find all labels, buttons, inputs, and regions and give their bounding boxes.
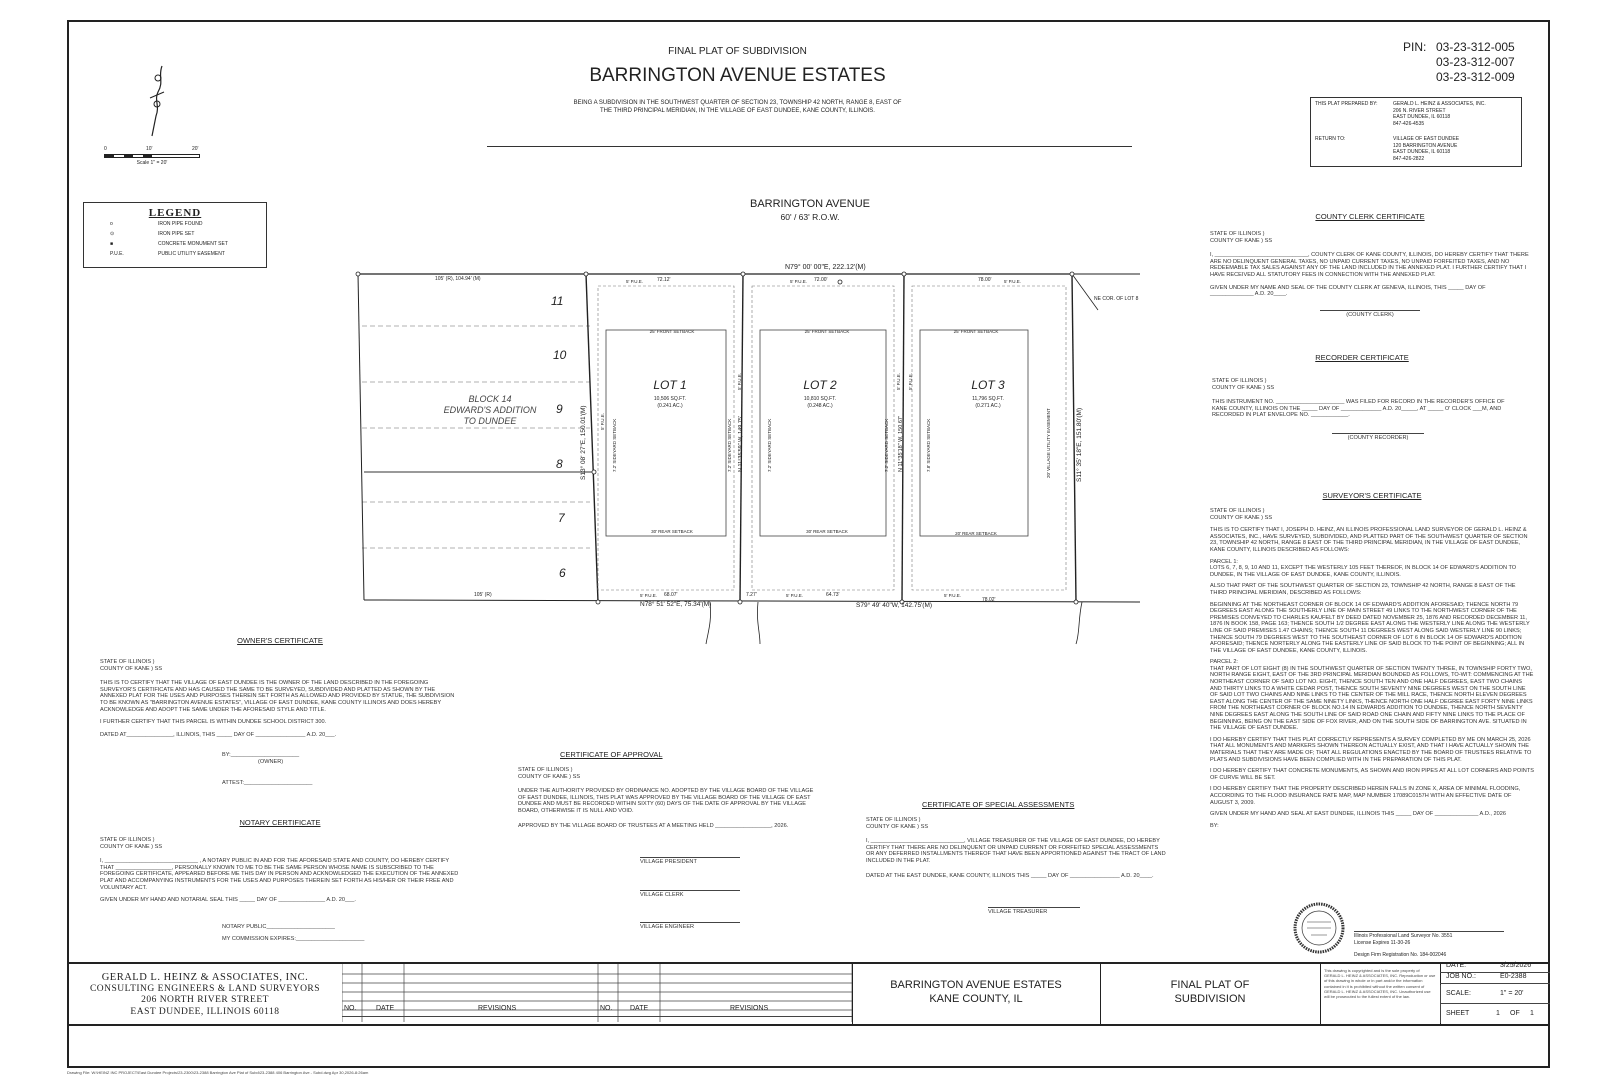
- lot2-side-bearing: N 11°35'18" W, 150.67': [898, 416, 904, 472]
- legend-item: P.U.E. PUBLIC UTILITY EASEMENT: [110, 251, 225, 257]
- surveyor-title: SURVEYOR'S CERTIFICATE: [1322, 491, 1422, 500]
- plat-title: BARRINGTON AVENUE ESTATES: [589, 65, 886, 86]
- block-label: BLOCK 14 EDWARD'S ADDITION TO DUNDEE: [443, 394, 537, 426]
- south-line: [364, 600, 1140, 602]
- sheet-info: DATE: 3/25/2026 JOB NO.: E0-2388 SCALE: 1" = 20' SHEET 1 OF 1: [1440, 962, 1550, 1024]
- surveyor-seal-icon: [1293, 902, 1345, 954]
- revisions-grid: [342, 964, 854, 1022]
- legend-item: ⊙ IRON PIPE SET: [110, 231, 195, 237]
- lot1-side-bearing: N 11°35'59" W, 149.75': [738, 416, 744, 472]
- east-bearing: S11° 35' 18"E, 151.80'(M): [1076, 407, 1083, 482]
- scale-bar: 0 10' 20' Scale 1" = 20': [104, 146, 199, 166]
- pin-label: PIN:: [1403, 40, 1427, 54]
- county-clerk-certificate: COUNTY CLERK CERTIFICATE STATE OF ILLINOIS ) COUNTY OF KANE ) SS I, ______________________________, COUNTY CLERK OF KANE COUNTY, ILLINOIS, DO HEREBY CERTIFY THAT THERE ARE NO DELINQUENT GENERAL TAXES, NO UNPAID CURRENT TAXES, NO UNPAID FORFEITED TAXES, AND NO REDEEMABLE TAX SALES AGAINST ANY OF THE LAND INCLUDED IN THE ANNEXED PLAT. I FURTHER CERTIFY THAT I HAVE RECEIVED ALL STATUTORY FEES IN CONNECTION WITH THE ANNEXED PLAT. GIVEN UNDER MY NAME AND SEAL OF THE COUNTY CLERK AT GENEVA, ILLINOIS, THIS _____ DAY OF ______________ A.D. 20____. (COUNTY CLERK): [1210, 212, 1529, 318]
- recorder-certificate: RECORDER CERTIFICATE STATE OF ILLINOIS ) COUNTY OF KANE ) SS THIS INSTRUMENT NO. ______________________ WAS FILED FOR RECORD IN THE RECORDER'S OFFICE OF KANE COUNTY, ILLINOIS ON THE _____ DAY OF _____________ A.D. 20_____, AT _____ O' CLOCK ___M, AND RECORDED IN PLAT ENVELOPE NO. ____________. (COUNTY RECORDER): [1212, 353, 1512, 442]
- plat-description: BEING A SUBDIVISION IN THE SOUTHWEST QUARTER OF SECTION 23, TOWNSHIP 42 NORTH, RANGE 8, EAST OF THE THIRD PRINCIPAL MERIDIAN, IN THE VILLAGE OF EAST DUNDEE, KANE COUNTY, ILLINOIS.: [573, 100, 902, 114]
- county-clerk-title: COUNTY CLERK CERTIFICATE: [1315, 212, 1425, 221]
- block-lot-6: 6: [559, 566, 566, 580]
- plat-drawing: [340, 260, 1150, 650]
- west-bearing: S13° 08' 27"E, 150.01'(M): [580, 405, 587, 480]
- legend: [83, 202, 267, 268]
- north-arrow-icon: [140, 62, 180, 140]
- legend-item: o IRON PIPE FOUND: [110, 221, 203, 227]
- top-left-dim: 105' (R), 104.94' (M): [435, 276, 481, 282]
- approval-title: CERTIFICATE OF APPROVAL: [560, 750, 663, 759]
- lot-3-top: 78.00': [978, 277, 992, 283]
- owners-title: OWNER'S CERTIFICATE: [237, 636, 323, 645]
- approval-certificate: CERTIFICATE OF APPROVAL STATE OF ILLINOIS ) COUNTY OF KANE ) SS UNDER THE AUTHORITY PROVIDED BY ORDINANCE NO. ADOPTED BY THE VILLAGE BOARD OF THE VILLAGE OF EAST DUNDEE, ILLINOIS, THIS PLAT WAS APPROVED BY THE VILLAGE BOARD OF THE VILLAGE OF EAST DUNDEE AND MUST BE RECORDED WITHIN SIXTY (60) DAYS OF THE DATE OF APPROVAL BY THE VILLAGE BOARD, OTHERWISE IT IS NULL AND VOID. APPROVED BY THE VILLAGE BOARD OF TRUSTEES AT A MEETING HELD __________________, 2026. VILLAGE PRESIDENT VILLAGE CLERK VILLAGE ENGINEER: [518, 750, 818, 931]
- firm-block: GERALD L. HEINZ & ASSOCIATES, INC. CONSULTING ENGINEERS & LAND SURVEYORS 206 NORTH RIVER STREET EAST DUNDEE, ILLINOIS 60118: [89, 972, 321, 1017]
- bottom-left-dim: 105' (R): [474, 592, 492, 598]
- block-lot-7: 7: [558, 511, 565, 525]
- notary-certificate: NOTARY CERTIFICATE STATE OF ILLINOIS ) COUNTY OF KANE ) SS I, ______________________________ , A NOTARY PUBLIC IN AND FOR THE AFORESAID STATE AND COUNTY, DO HEREBY CERTIFY THAT __________________, PERSONALLY KNOWN TO ME TO BE THE SAME PERSON WHOSE NAME IS SUBSCRIBED TO THE FOREGOING CERTIFICATE, APPEARED BEFORE ME THIS DAY IN PERSON AND ACKNOWLEDGED THE EXECUTION OF THE ANNEXED PLAT AND ACCOMPANYING INSTRUMENTS FOR THE USES AND PURPOSES THEREIN SET FORTH AS HIS/HER OR THEIR FREE AND VOLUNTARY ACT. GIVEN UNDER MY HAND AND NOTARIAL SEAL THIS _____ DAY OF _______________ A.D. 20___. NOTARY PUBLIC______________________ MY COMMISSION EXPIRES:______________________: [100, 818, 459, 943]
- prepared-by-box: THIS PLAT PREPARED BY: GERALD L. HEINZ & ASSOCIATES, INC. 206 N. RIVER STREET EAST DUNDEE, IL 60118 847-426-4535 RETURN TO: VILLAGE OF EAST DUNDEE 120 BARRINGTON AVENUE EAST DUNDEE, IL 60118 847-426-2822: [1310, 97, 1522, 167]
- legend-title: LEGEND: [148, 207, 202, 219]
- block-lot-8: 8: [556, 457, 563, 471]
- lot-2: LOT 2 10,810 SQ.FT. (0.248 AC.): [803, 378, 837, 409]
- design-firm-registration: Design Firm Registration No. 184-002046: [1354, 952, 1447, 958]
- owners-certificate: OWNER'S CERTIFICATE STATE OF ILLINOIS ) COUNTY OF KANE ) SS THIS IS TO CERTIFY THAT THE VILLAGE OF EAST DUNDEE IS THE OWNER OF THE LAND DESCRIBED IN THE FOREGOING SURVEYOR'S CERTIFICATE AND HAS CAUSED THE SAME TO BE SURVEYED, SUBDIVIDED AND PLATTED AS SHOWN BY THE ANNEXED PLAT FOR THE USES AND PURPOSES THEREIN SET FORTH AS ALLOWED AND PROVIDED BY STATUE, THE SUBDIVISION TO BE KNOWN AS "BARRINGTON AVENUE ESTATES", VILLAGE OF EAST DUNDEE, KANE COUNTY ILLINOIS AND DOES HEREBY ACKNOWLEDGE AND ADOPT THE SAME UNDER THE AFORESAID STYLE AND TITLE. I FURTHER CERTIFY THAT THIS PARCEL IS WITHIN DUNDEE SCHOOL DISTRICT 300. DATED AT_______________, ILLINOIS, THIS _____ DAY OF ________________ A.D. 20___. BY:______________________ (OWNER) ATTEST:______________________: [100, 636, 460, 786]
- lot-1: LOT 1 10,506 SQ.FT. (0.241 AC.): [653, 378, 687, 409]
- lot-1-top: 72.12': [657, 277, 671, 283]
- lot-3-bottom: 78.02': [982, 597, 996, 603]
- bottom-bearing-2: S79° 49' 40"W, 142.75'(M): [856, 602, 933, 609]
- street-name: BARRINGTON AVENUE: [749, 198, 870, 210]
- street-row: 60' / 63' R.O.W.: [780, 212, 840, 222]
- legend-item: ■ CONCRETE MONUMENT SET: [110, 241, 228, 247]
- plat-subtitle: FINAL PLAT OF SUBDIVISION: [668, 46, 807, 57]
- recorder-title: RECORDER CERTIFICATE: [1315, 353, 1409, 362]
- assessments-title: CERTIFICATE OF SPECIAL ASSESSMENTS: [922, 800, 1075, 809]
- copyright-notice: This drawing is copyrighted and is the sole property of GERALD L. HEINZ & ASSOCIATES, INC. Reproduction or use of this drawing in whole or in part and/or the information contained in it is prohibited without the written consent of GERALD L. HEINZ & ASSOCIATES, INC. Unauthorized use will be prosecuted to the fullest extent of the law.: [1324, 968, 1436, 1000]
- block-lot-11: 11: [551, 294, 564, 308]
- lot-2-top: 72.00': [814, 277, 828, 283]
- sheet-title: FINAL PLAT OF SUBDIVISION: [1170, 979, 1250, 1005]
- assessments-certificate: CERTIFICATE OF SPECIAL ASSESSMENTS STATE OF ILLINOIS ) COUNTY OF KANE ) SS I, ______________________________, VILLAGE TREASURER OF THE VILLAGE OF EAST DUNDEE, DO HEREBY CERTIFY THAT THERE ARE NO DELINQUENT OR UNPAID CURRENT OR FORFEITED SPECIAL ASSESSMENTS OR ANY DEFERRED INSTALLMENTS THEREOF THAT HAVE BEEN APPORTIONED AGAINST THE TRACT OF LAND INCLUDED IN THE PLAT. DATED AT THE EAST DUNDEE, KANE COUNTY, ILLINOIS THIS _____ DAY OF ________________ A.D. 20____. VILLAGE TREASURER: [866, 800, 1166, 916]
- ne-corner-label: NE COR. OF LOT 8: [1094, 296, 1139, 302]
- header-rule: [487, 146, 1132, 147]
- project-name: BARRINGTON AVENUE ESTATES KANE COUNTY, IL: [890, 979, 1062, 1005]
- bottom-bearing-1: N78° 51' 52"E, 75.34'(M): [640, 601, 712, 608]
- bottom-gap: 7.27': [746, 592, 757, 598]
- surveyor-certificate: SURVEYOR'S CERTIFICATE STATE OF ILLINOIS ) COUNTY OF KANE ) SS THIS IS TO CERTIFY THAT I, JOSEPH D. HEINZ, AN ILLINOIS PROFESSIONAL LAND SURVEYOR OF GERALD L. HEINZ & ASSOCIATES, INC., HAVE SURVEYED, SUBDIVIDED, AND PLATTED PART OF THE SOUTHWEST QUARTER OF SECTION 23, TOWNSHIP 42 NORTH, RANGE 8 EAST OF THE THIRD PRINCIPAL MERIDIAN, IN THE VILLAGE OF EAST DUNDEE, KANE COUNTY, ILLINOIS DESCRIBED AS FOLLOWS: PARCEL 1: LOTS 6, 7, 8, 9, 10 AND 11, EXCEPT THE WESTERLY 105 FEET THEREOF, IN BLOCK 14 OF EDWARD'S ADDITION TO DUNDEE, IN THE VILLAGE OF EAST DUNDEE, KANE COUNTY, ILLINOIS. ALSO THAT PART OF THE SOUTHWEST QUARTER OF SECTION 23, TOWNSHIP 42 NORTH, RANGE 8 EAST OF THE THIRD PRINCIPAL MERIDIAN, DESCRIBED AS FOLLOWS: BEGINNING AT THE NORTHEAST CORNER OF BLOCK 14 OF EDWARD'S ADDITION AFORESAID; THENCE NORTH 79 DEGREES EAST ALONG THE SOUTHERLY LINE OF MAIN STREET 49 LINKS TO THE NORTHWEST CORNER OF THE PREMISES CONVEYED TO CHARLES KAUFELT BY DEED DATED NOVEMBER 25, 1876 AND RECORDED DECEMBER 11, 1876 IN BOOK 158, PAGE 163; THENCE SOUTH 1/2 DEGREE EAST ALONG THE WESTERLY LINE ALONG THE WESTERLY LINE OF SAID PREMISES 1.47 CHAINS; THENCE SOUTH 11 DEGREES WEST ALONG SAID WESTERLY LINE 90 LINKS; THENCE SOUTH 79 DEGREES WEST TO THE SOUTHEAST CORNER OF LOT 6 IN BLOCK 14 OF EDWARD'S ADDITION AFORESAID; THENCE NORTERLY ALONG THE EASTERLY LINE OF SAID BLOCK TO THE POINT OF BEGINNING; ALL IN THE VILLAGE OF EAST DUNDEE, KANE COUNTY, ILLINOIS. PARCEL 2: THAT PART OF LOT EIGHT (8) IN THE SOUTHWEST QUARTER OF SECTION TWENTY THREE, IN TOWNSHIP FORTY TWO, NORTH RANGE EIGHT, EAST OF THE 3RD PRINCIPAL MERIDIAN BOUNDED AS FOLLOWS, TO-WIT: COMMENCING AT THE NORTHEAST CORNER OF SAID LOT NO. EIGHT, THENCE SOUTH TEN AND ONE HALF DEGREES, EAST TWO CHAINS AND THIRTY LINKS TO A WHITE CEDAR POST, THENCE SOUTH SEVENTY NINE DEGREES WEST ON THE SOUTH LINE OF SAID LOT TWO CHAINS AND NINE LINKS TO THE CENTER OF THE MILL RACE, THENCE NORTH ELEVEN DEGREES EAST ALONG THE CENTER OF THE SAME NINETY LINKS, THENCE NORTH ONE HALF DEGREE EAST FORTY NINE LINKS FROM THE NORTHEAST CORNER OF BLOCK NO.14 IN EDWARDS ADDITION TO DUNDEE, THENCE NORTH SEVENTY NINE DEGREES EAST ALONG THE SOUTH LINE OF SAID ROAD ONE CHAIN AND FIFTY NINE LINKS TO THE PLACE OF BEGINNING, BEING ON THE EAST SIDE OF FOX RIVER, AND ON THE SOUTH SIDE OF BARRINGTON AVE. SITUATED IN THE VILLAGE OF EAST DUNDEE. I DO HEREBY CERTIFY THAT THIS PLAT CORRECTLY REPRESENTS A SURVEY COMPLETED BY ME ON MARCH 25, 2026 THAT ALL MONUMENTS AND MARKERS SHOWN THEREON ACTUALLY EXIST, AND THAT I HAVE ACTUALLY SHOWN THE MATERIALS THAT THEY ARE MADE OF; THAT ALL REGULATIONS ENACTED BY THE BOARD OF TRUSTEES RELATIVE TO PLATS AND SUBDIVISIONS HAVE BEEN COMPLIED WITH IN THE PREPARATION OF THIS PLAT. I DO HEREBY CERTIFY THAT CONCRETE MONUMENTS, AS SHOWN AND IRON PIPES AT ALL LOT CORNERS AND POINTS OF CURVE WILL BE SET. I DO HEREBY CERTIFY THAT THE PROPERTY DESCRIBED HEREIN FALLS IN ZONE X, AREA OF MINIMAL FLOODING, ACCORDING TO THE FLOOD INSURANCE RATE MAP, MAP NUMBER 17089C0157H WITH AN EFFECTIVE DATE OF AUGUST 3, 2009. GIVEN UNDER MY HAND AND SEAL AT EAST DUNDEE, ILLINOIS THIS _____ DAY OF ______________ A.D., 2026 BY:: [1210, 491, 1534, 829]
- lot-3: LOT 3 11,796 SQ.FT. (0.271 AC.): [971, 378, 1005, 409]
- lot-2-bottom: 64.73': [826, 592, 840, 598]
- north-bearing: N79° 00' 00"E, 222.12'(M): [785, 264, 866, 271]
- scale-label: Scale 1" = 20': [136, 160, 168, 166]
- setback-boxes: [606, 330, 1028, 536]
- drawing-file-path: Drawing File: W:\HEINZ INC PROJECT\East Dundee Projects\23-2300\23-2388 Barrington Ave Plat of Subd\23-2388 406 Barrington Ave - Subd.dwg Apr 30,2026-8:26am: [67, 1070, 369, 1075]
- block-lot-10: 10: [553, 348, 567, 362]
- block-lot-9: 9: [556, 402, 563, 416]
- west-boundary: [586, 274, 598, 602]
- pin-numbers: 03-23-312-005 03-23-312-007 03-23-312-009: [1436, 40, 1515, 84]
- lot-1-bottom: 68.07': [664, 592, 678, 598]
- notary-title: NOTARY CERTIFICATE: [239, 818, 321, 827]
- surveyor-license: Illinois Professional Land Surveyor No. 3551 License Expires 11-30-26: [1354, 933, 1453, 946]
